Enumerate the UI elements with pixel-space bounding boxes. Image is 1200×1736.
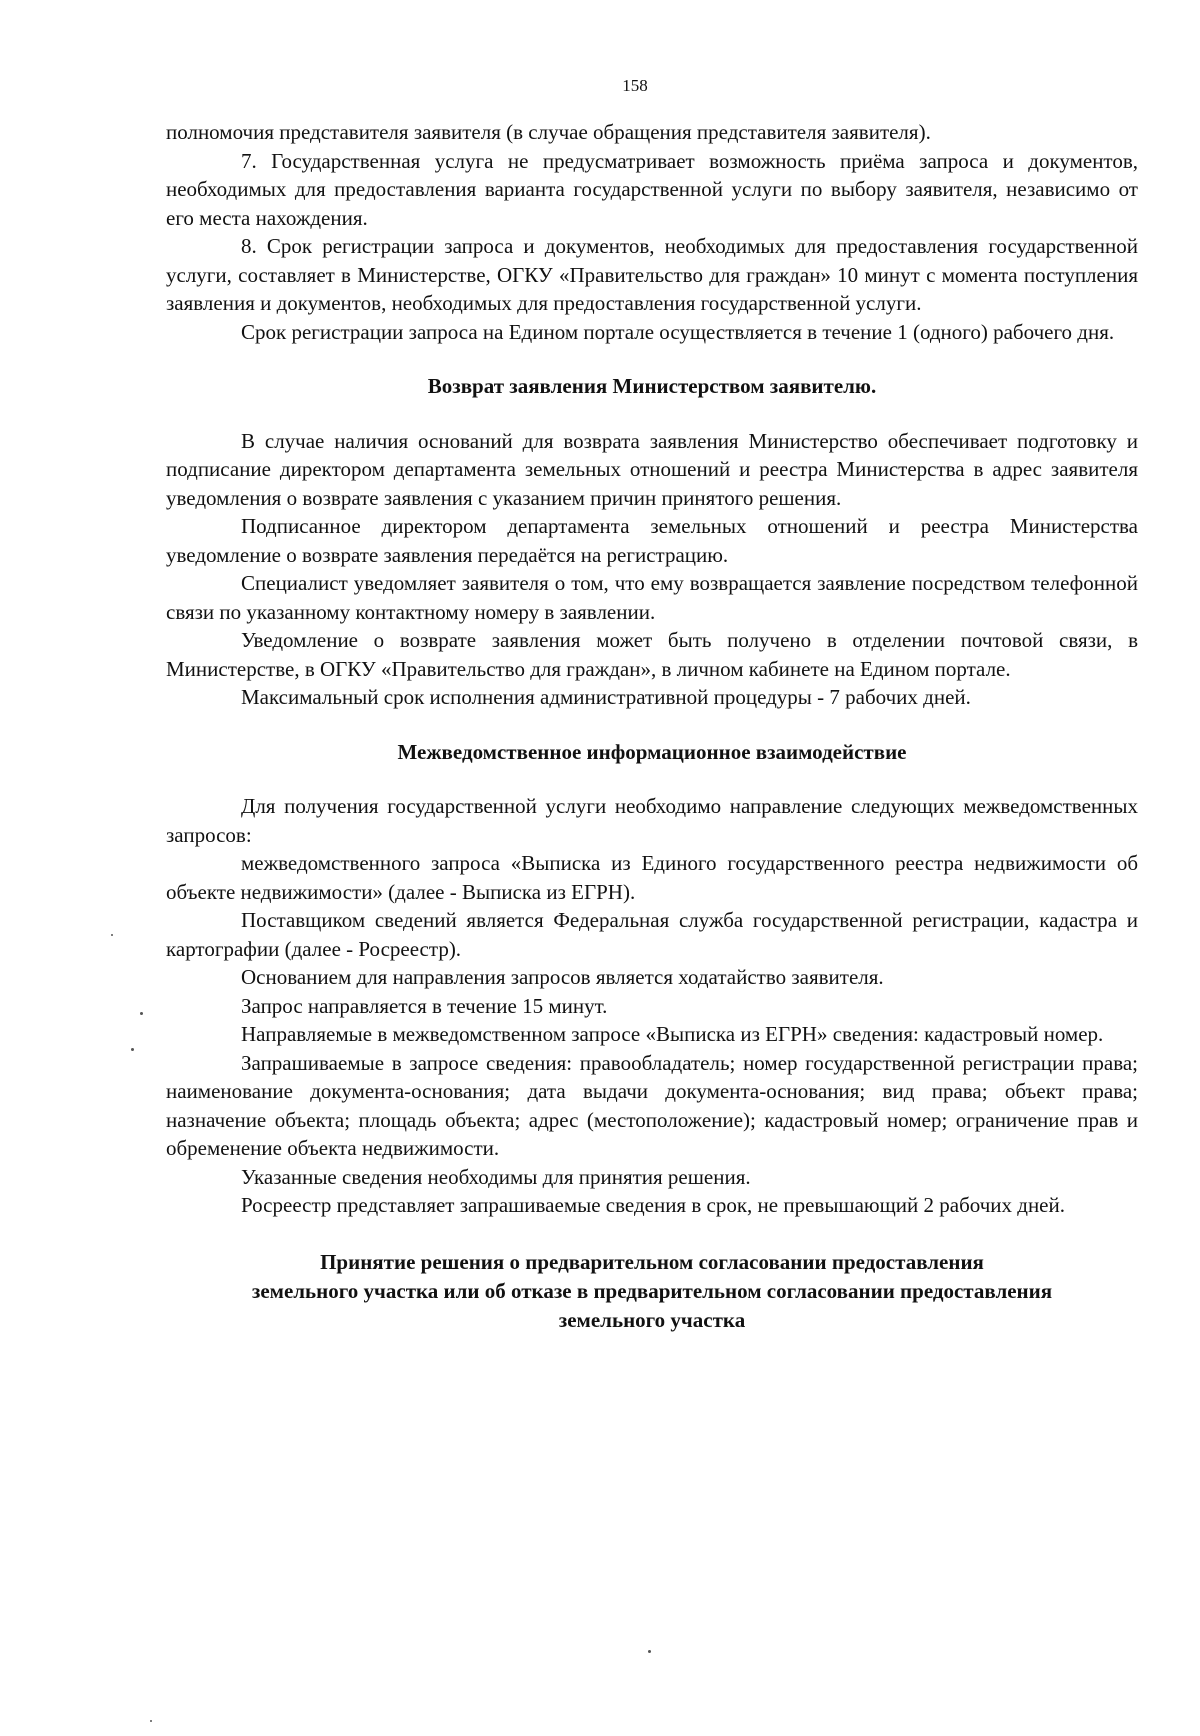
paragraph: полномочия представителя заявителя (в случае обращения представителя заявителя). bbox=[166, 120, 931, 144]
paragraph: Росреестр представляет запрашиваемые сведения в срок, не превышающий 2 рабочих дней. bbox=[241, 1193, 1065, 1217]
heading-line: земельного участка или об отказе в предварительном согласовании предоставления bbox=[251, 1278, 1053, 1303]
paragraph: Максимальный срок исполнения административной процедуры - 7 рабочих дней. bbox=[241, 685, 971, 709]
paragraph: Подписанное директором департамента земельных отношений и реестра Министерства уведомление о возврате заявления передаётся на регистрацию. bbox=[166, 514, 1138, 567]
paragraph: 7. Государственная услуга не предусматривает возможность приёма запроса и документов, необходимых для предоставления варианта государственной услуги по выбору заявителя, независимо от его места нахождения. bbox=[166, 148, 1138, 230]
scan-speck bbox=[140, 1012, 143, 1015]
section-heading-interagency: Межведомственное информационное взаимодействие bbox=[397, 739, 907, 764]
scan-speck bbox=[150, 1720, 152, 1722]
paragraph: Запрашиваемые в запросе сведения: правообладатель; номер государственной регистрации права; наименование документа-основания; дата выдачи документа-основания; вид права; объект права; назначение объекта; площадь объекта; адрес (местоположение); кадастровый номер; ограничение прав и обременение объекта недвижимости. bbox=[166, 1050, 1138, 1160]
scan-speck bbox=[131, 1048, 134, 1051]
page-number: 158 bbox=[622, 76, 648, 95]
paragraph: Уведомление о возврате заявления может быть получено в отделении почтовой связи, в Министерстве, в ОГКУ «Правительство для граждан», в личном кабинете на Едином портале. bbox=[166, 628, 1138, 681]
paragraph: Запрос направляется в течение 15 минут. bbox=[241, 993, 608, 1018]
paragraph: Поставщиком сведений является Федеральная служба государственной регистрации, кадастра и картографии (далее - Росреестр). bbox=[166, 908, 1138, 961]
heading-line: земельного участка bbox=[558, 1307, 746, 1332]
scan-speck bbox=[648, 1650, 651, 1653]
paragraph: Указанные сведения необходимы для принятия решения. bbox=[241, 1164, 751, 1189]
paragraph: 8. Срок регистрации запроса и документов, необходимых для предоставления государственной услуги, составляет в Министерстве, ОГКУ «Правительство для граждан» 10 минут с момента поступления заявления и документов, необходимых для предоставления государственной услуги. bbox=[166, 234, 1138, 315]
paragraph: Направляемые в межведомственном запросе «Выписка из ЕГРН» сведения: кадастровый номер. bbox=[241, 1022, 1104, 1046]
section-heading-decision bbox=[166, 1248, 1138, 1335]
paragraph: межведомственного запроса «Выписка из Единого государственного реестра недвижимости об объекте недвижимости» (далее - Выписка из ЕГРН). bbox=[166, 851, 1138, 904]
paragraph: Основанием для направления запросов является ходатайство заявителя. bbox=[241, 965, 884, 989]
heading-line: Принятие решения о предварительном согласовании предоставления bbox=[320, 1249, 984, 1274]
paragraph: Специалист уведомляет заявителя о том, что ему возвращается заявление посредством телефонной связи по указанному контактному номеру в заявлении. bbox=[166, 571, 1138, 624]
section-heading-return: Возврат заявления Министерством заявителю. bbox=[427, 374, 877, 398]
paragraph: Срок регистрации запроса на Едином портале осуществляется в течение 1 (одного) рабочего дня. bbox=[241, 319, 1115, 344]
document-body bbox=[166, 118, 1138, 1335]
paragraph: Для получения государственной услуги необходимо направление следующих межведомственных запросов: bbox=[166, 794, 1138, 847]
scan-speck bbox=[111, 934, 113, 936]
paragraph: В случае наличия оснований для возврата заявления Министерство обеспечивает подготовку и подписание директором департамента земельных отношений и реестра Министерства в адрес заявителя уведомления о возврате заявления с указанием причин принятого решения. bbox=[166, 428, 1138, 510]
